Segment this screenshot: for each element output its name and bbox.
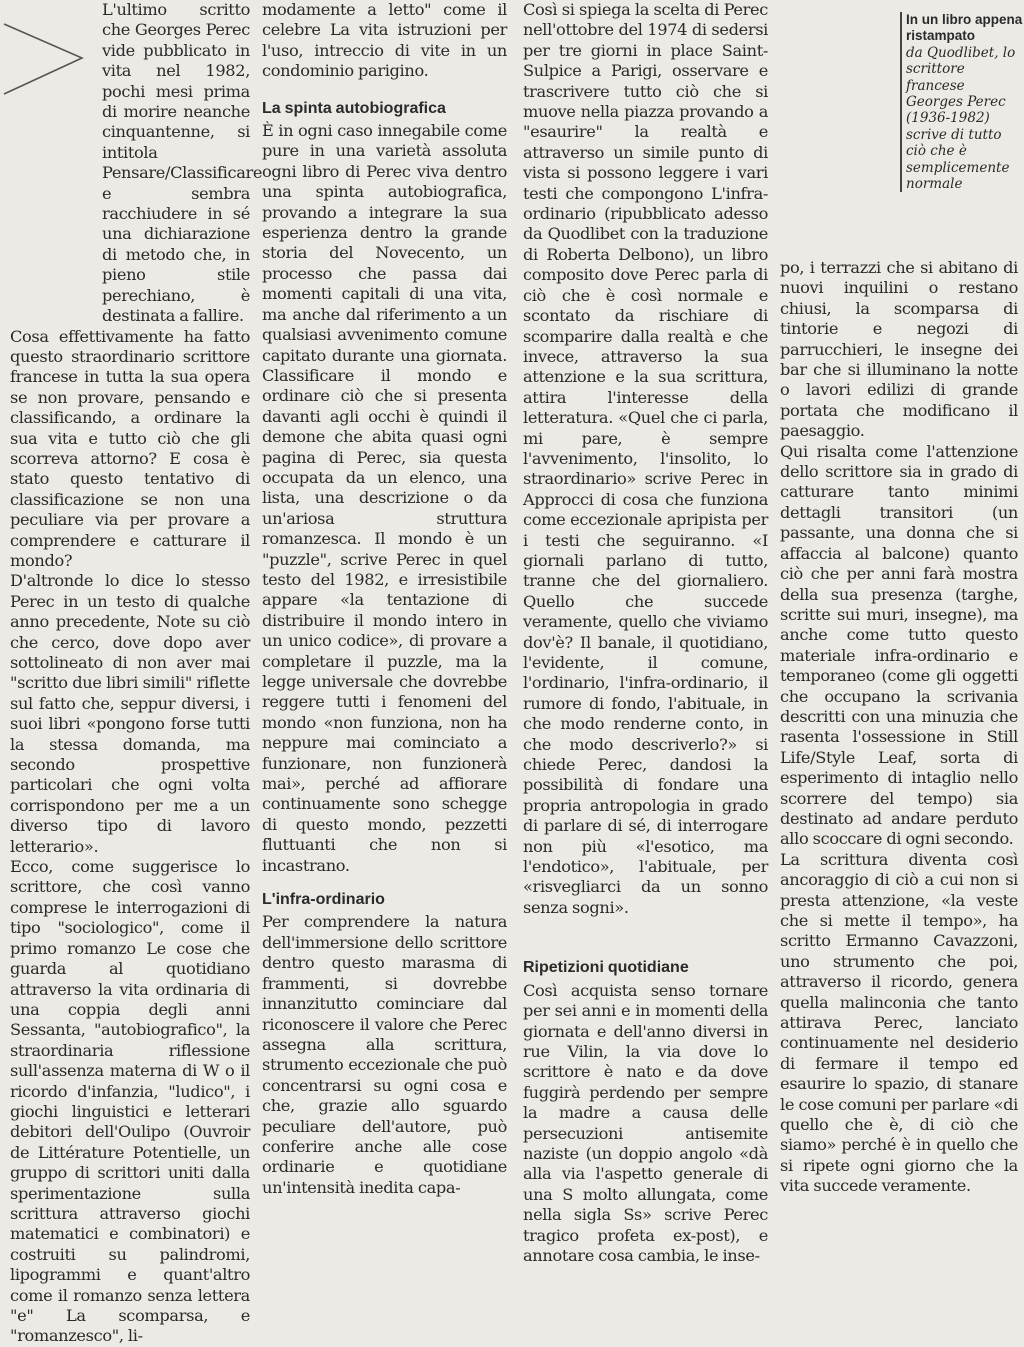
column-4 xyxy=(780,258,1018,1196)
caption-heading: In un libro appena ristampato xyxy=(906,12,1023,44)
paragraph: Per comprendere la natura dell'immersione dello scrittore dentro questo marasma di frammenti, si dovrebbe innanzitutto cominciare dal riconoscere il valore che Perec assegna alla scrittura, strumento eccezionale che può concentrarsi su ogni cosa e che, grazie allo sguardo peculiare dell'autore, può conferire anche alle cose ordinarie e quotidiane un'intensità inedita capa- xyxy=(262,912,507,1197)
paragraph: modamente a letto" come il celebre La vita istruzioni per l'uso, intreccio di vite in un condominio parigino. xyxy=(262,0,507,81)
paragraph: Cosa effettivamente ha fatto questo straordinario scrittore francese in tutta la sua opera se non provare, pensando e classificando, a ordinare la sua vita e tutto ciò che gli scorreva attorno? E cosa è stato questo tentativo di classificazione se non una peculiare via per provare a comprendere e catturare il mondo? xyxy=(10,326,250,570)
section-heading: La spinta autobiografica xyxy=(262,99,446,117)
paragraph: L'ultimo scritto che Georges Perec vide pubblicato in vita nel 1982, pochi mesi prima di morire neanche cinquantenne, si intitola Pensare/Classificare e sembra racchiudere in sé una dichiarazione di metodo che, in pieno stile perechiano, è destinata a fallire. xyxy=(102,0,263,326)
paragraph: È in ogni caso innegabile come pure in una varietà assoluta ogni libro di Perec viva dentro una spinta autobiografica, provando a integrare la sua esperienza dentro la grande storia del Novecento, un processo che passa dai momenti capitali di una vita, ma anche dal riferimento a un qualsiasi avvenimento comune capitato durante una giornata. Classificare il mondo e ordinare ciò che si presenta davanti agli occhi è quindi il demone che abita quasi ogni pagina di Perec, sia questa occupata da un elenco, una lista, una descrizione o da un'ariosa struttura romanzesca. Il mondo è un "puzzle", scrive Perec in quel testo del 1982, e irresistibile appare «la tentazione di distribuire il mondo intero in un unico codice», di provare a completare il puzzle, ma la legge universale che dovrebbe reggere tutti i fenomeni del mondo «non funziona, non ha neppure mai cominciato a funzionare, non funzionerà mai», perché ad affiorare continuamente sono schegge di questo mondo, pezzetti fluttuanti che non si incastrano. xyxy=(262,121,507,875)
paragraph: Così acquista senso tornare per sei anni e in momenti della giornata e dell'anno diversi in rue Vilin, la via dove lo scrittore è nato e da dove fuggirà perdendo per sempre la madre a causa delle persecuzioni antisemite naziste (un doppio angolo «dà alla via l'aspetto generale di una S molto allungata, come nella sigla Ss» scrive Perec tragico profeta ex-post), e annotare cosa cambia, le inse- xyxy=(523,980,768,1265)
column-3 xyxy=(523,0,768,1265)
column-2 xyxy=(262,0,507,1197)
caption-body: da Quodlibet, lo scrittore francese Georges Perec (1936-1982) scrive di tutto ciò che è semplicemente normale xyxy=(906,44,1016,193)
column-1 xyxy=(10,0,263,1346)
paragraph: D'altronde lo dice lo stesso Perec in un testo di qualche anno precedente, Note su ciò che cerco, dove dopo aver sottolineato di non aver mai "scritto due libri simili" riflette sul fatto che, seppur diversi, i suoi libri «pongono forse tutti la stessa domanda, ma secondo prospettive particolari che ogni volta corrispondono per me a un diverso tipo di lavoro letterario». xyxy=(10,571,250,856)
sidebar-caption xyxy=(900,12,1024,192)
paragraph: Così si spiega la scelta di Perec nell'ottobre del 1974 di sedersi per tre giorni in place Saint-Sulpice a Parigi, osservare e trascrivere tutto ciò che si muove nella piazza provando a "esaurire" la realtà e attraverso un simile punto di vista si possono leggere i vari testi che compongono L'infra-ordinario (ripubblicato adesso da Quodlibet con la traduzione di Roberta Delbono), un libro composito dove Perec parla di ciò che è così normale e scontato da rischiare di scomparire dalla realtà e che invece, attraverso la sua attenzione e la sua scrittura, attira l'interesse della letteratura. «Quel che ci parla, mi pare, è sempre l'avvenimento, l'insolito, lo straordinario» scrive Perec in Approcci di cosa che funziona come eccezionale apripista per i testi che seguiranno. «I giornali parlano di tutto, tranne che del giornaliero. Quello che succede veramente, quello che viviamo dov'è? Il banale, il quotidiano, l'evidente, il comune, l'ordinario, l'infra-ordinario, il rumore di fondo, l'abituale, in che modo renderne conto, in che modo descriverlo?» si chiede Perec, dandosi la possibilità di fondare una propria antropologia in grado di parlare di sé, di interrogare non più «l'esotico, ma l'endotico», l'abituale, per «risvegliarci da un sonno senza sogni». xyxy=(523,0,768,917)
paragraph: La scrittura diventa così ancoraggio di ciò a cui non si presta attenzione, «la veste che si mette il tempo», ha scritto Ermanno Cavazzoni, uno strumento che poi, attraverso il ricordo, genera quella malinconia che tanto attirava Perec, lanciato continuamente nel desiderio di fermare il tempo ed esaurire lo spazio, di stanare le cose comuni per parlare «di quello che è, di ciò che siamo» perché è in quello che si ripete ogni giorno che la vita succede veramente. xyxy=(780,849,1018,1196)
section-heading: L'infra-ordinario xyxy=(262,891,385,909)
paragraph: Ecco, come suggerisce lo scrittore, che così vanno comprese le interrogazioni di tipo "sociologico", come il primo romanzo Le cose che guarda al quotidiano attraverso la vita ordinaria di una coppia degli anni Sessanta, "autobiografico", la straordinaria riflessione sull'assenza materna di W o il ricordo d'infanzia, "ludico", i giochi linguistici e letterari debitori dell'Oulipo (Ouvroir de Littérature Potentielle, un gruppo di scrittori uniti dalla sperimentazione sulla scrittura attraverso giochi matematici e combinatori) e costruiti su palindromi, lipogrammi e quant'altro come il romanzo senza lettera "e" La scomparsa, e "romanzesco", li- xyxy=(10,857,250,1346)
paragraph: Qui risalta come l'attenzione dello scrittore sia in grado di catturare tanto minimi dettagli transitori (un passante, una donna che si affaccia al balcone) quanto ciò che per anni farà mostra della sua presenza (targhe, scritte sui muri, insegne), ma anche come tutto questo materiale infra-ordinario e temporaneo (come gli oggetti che occupano la scrivania descritti con una minuzia che rasenta l'ossessione in Still Life/Style Leaf, sorta di esperimento di intaglio nello scorrere del tempo) sia destinato ad andare perduto allo scoccare di ogni secondo. xyxy=(780,441,1018,849)
section-heading: Ripetizioni quotidiane xyxy=(523,959,689,977)
paragraph: po, i terrazzi che si abitano di nuovi inquilini o restano chiusi, la scomparsa di tintorie e negozi di parrucchieri, le insegne dei bar che si illuminano la notte o lavori edilizi di grande portata che modificano il paesaggio. xyxy=(780,258,1018,441)
